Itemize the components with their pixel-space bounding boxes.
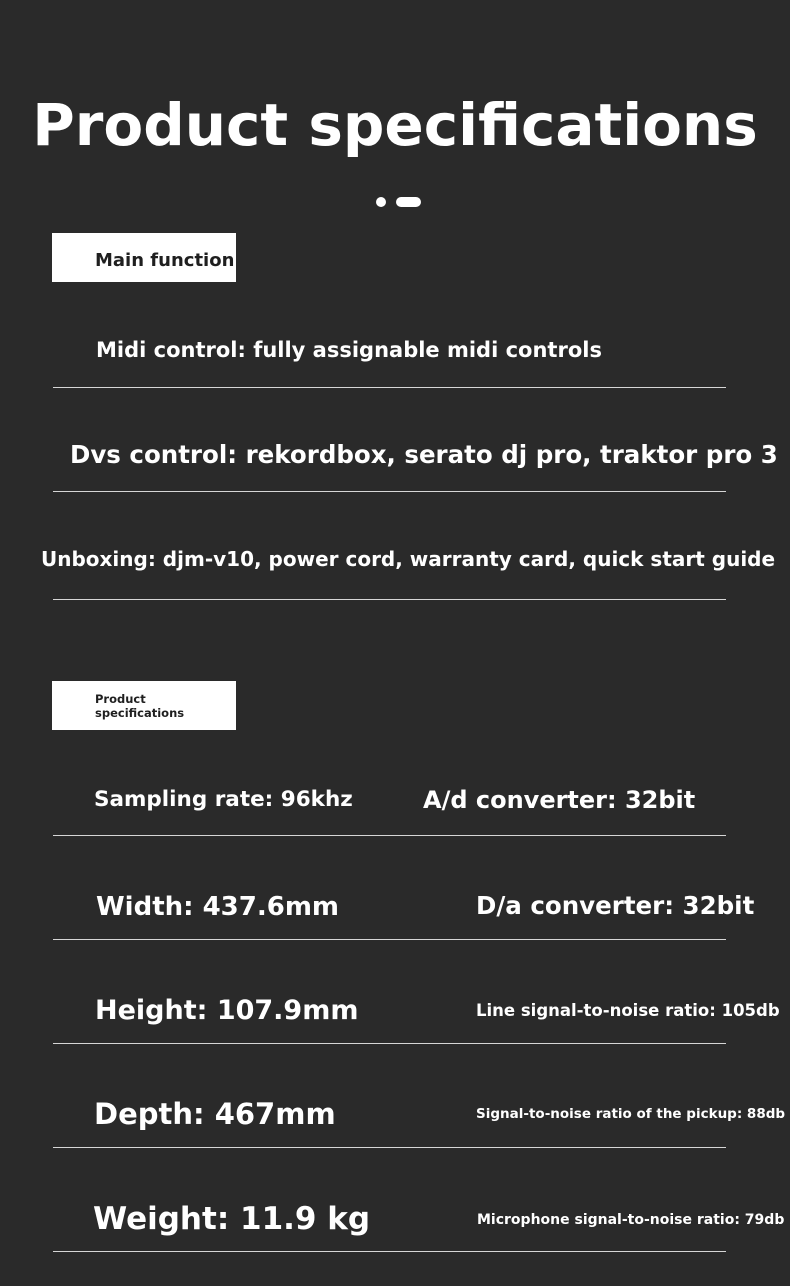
divider <box>53 491 726 492</box>
spec-left: Width: 437.6mm <box>96 892 340 922</box>
divider <box>53 835 726 836</box>
divider <box>53 1147 726 1148</box>
spec-right: Microphone signal-to-noise ratio: 79db <box>477 1212 785 1228</box>
divider <box>53 1043 726 1044</box>
spec-right: A/d converter: 32bit <box>423 786 696 814</box>
page-title: Product specifications <box>32 91 758 159</box>
spec-left: Weight: 11.9 kg <box>93 1201 371 1237</box>
spec-left: Height: 107.9mm <box>95 995 359 1026</box>
active-pill-icon <box>396 197 421 207</box>
divider <box>53 1251 726 1252</box>
dot-icon <box>376 197 386 207</box>
main-function-label: Main function <box>52 233 236 282</box>
product-specifications-label: Product specifications <box>52 681 236 730</box>
spec-left: Sampling rate: 96khz <box>94 787 353 812</box>
main-function-item: Unboxing: djm-v10, power cord, warranty card, quick start guide <box>41 547 776 571</box>
spec-left: Depth: 467mm <box>94 1097 336 1131</box>
spec-right: D/a converter: 32bit <box>476 891 755 920</box>
divider <box>53 387 726 388</box>
divider <box>53 599 726 600</box>
spec-right: Signal-to-noise ratio of the pickup: 88db <box>476 1106 786 1122</box>
main-function-item: Midi control: fully assignable midi controls <box>96 338 602 362</box>
main-function-item: Dvs control: rekordbox, serato dj pro, traktor pro 3 <box>70 440 778 469</box>
spec-right: Line signal-to-noise ratio: 105db <box>476 1001 780 1020</box>
divider <box>53 939 726 940</box>
